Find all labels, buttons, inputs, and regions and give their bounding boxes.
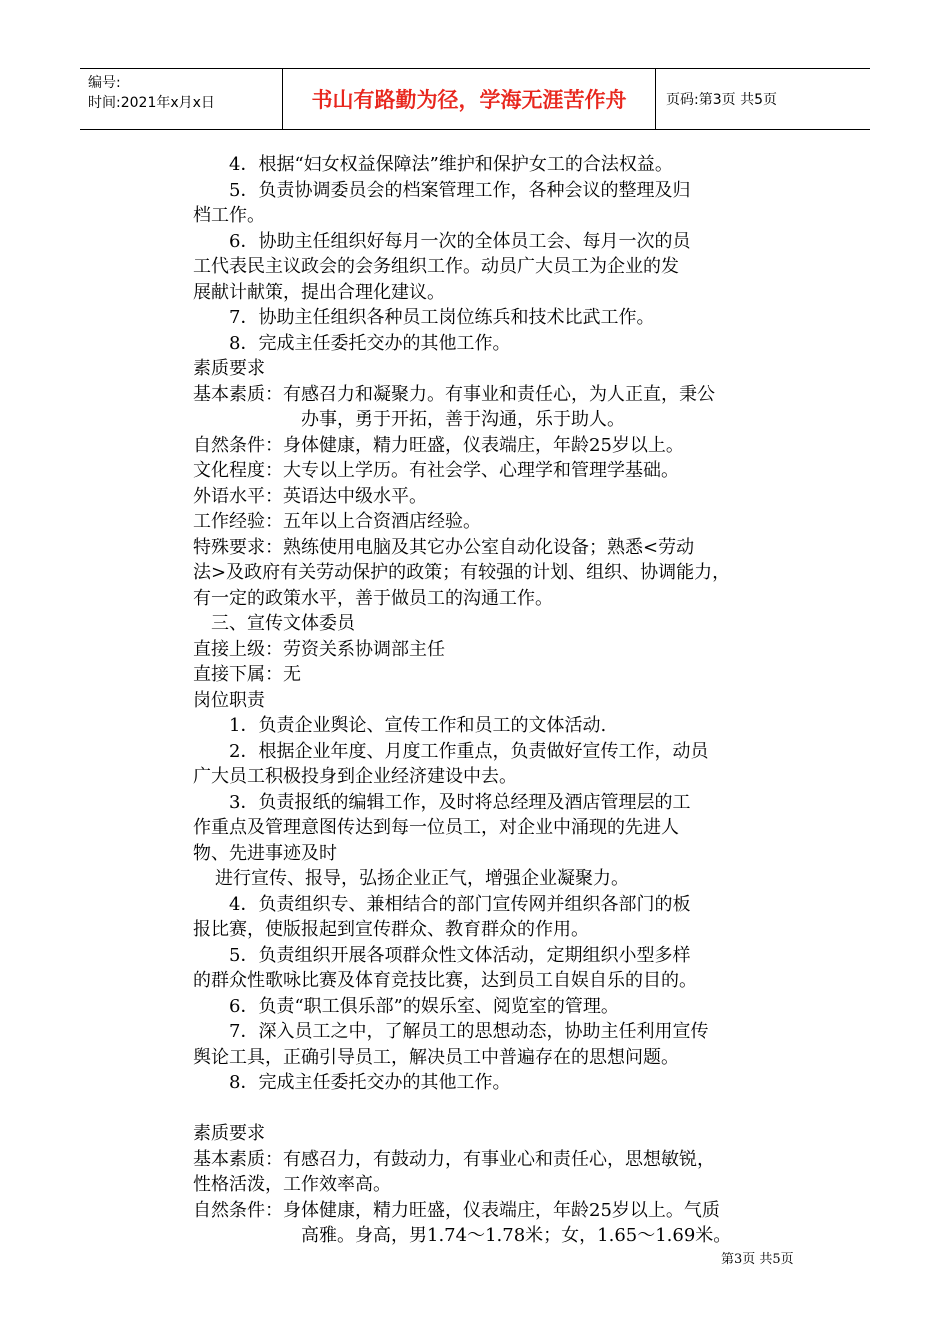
header-motto: 书山有路勤为径，学海无涯苦作舟 [283,69,656,129]
header-page-number: 页码:第3页 共5页 [666,92,777,108]
text-line: 展献计献策，提出合理化建议。 [193,281,445,303]
text-line: 4．负责组织专、兼相结合的部门宣传网并组织各部门的板 [229,893,691,915]
doc-date-label: 时间:2021年x月x日 [88,95,215,111]
section-heading: 三、宣传文体委员 [211,613,355,634]
section-heading: 素质要求 [193,1123,265,1144]
text-line: 工代表民主议政会的会务组织工作。动员广大员工为企业的发 [193,256,679,277]
text-line: 8．完成主任委托交办的其他工作。 [229,332,511,354]
text-line: 5．负责协调委员会的档案管理工作，各种会议的整理及归 [229,179,691,201]
text-line: 基本素质：有感召力，有鼓动力，有事业心和责任心，思想敏锐， [193,1148,715,1170]
text-line: 广大员工积极投身到企业经济建设中去。 [193,766,517,787]
text-line: 自然条件：身体健康，精力旺盛，仪表端庄，年龄25岁以上。 [193,434,684,456]
text-line: 自然条件：身体健康，精力旺盛，仪表端庄，年龄25岁以上。气质 [193,1199,720,1221]
text-line: 1．负责企业舆论、宣传工作和员工的文体活动. [229,715,607,736]
document-body [193,152,815,1249]
text-line: 办事，勇于开拓，善于沟通，乐于助人。 [301,409,625,430]
text-line: 舆论工具，正确引导员工，解决员工中普遍存在的思想问题。 [193,1046,679,1068]
text-line: 特殊要求：熟练使用电脑及其它办公室自动化设备；熟悉<劳动 [193,536,695,558]
text-line: 4．根据“妇女权益保障法”维护和保护女工的合法权益。 [229,154,673,175]
text-line: 进行宣传、报导，弘扬企业正气，增强企业凝聚力。 [215,868,629,889]
text-line: 直接上级：劳资关系协调部主任 [193,638,445,660]
text-line: 报比赛，使版报起到宣传群众、教育群众的作用。 [193,919,589,940]
text-line: 工作经验：五年以上合资酒店经验。 [193,511,481,532]
text-line: 法>及政府有关劳动保护的政策；有较强的计划、组织、协调能力， [193,562,731,583]
page-footer: 第3页 共5页 [721,1252,794,1267]
text-line: 7．协助主任组织各种员工岗位练兵和技术比武工作。 [229,307,655,328]
text-line: 直接下属：无 [193,664,301,685]
text-line: 6．协助主任组织好每月一次的全体员工会、每月一次的员 [229,230,691,252]
text-line: 7．深入员工之中，了解员工的思想动态，协助主任利用宣传 [229,1021,709,1042]
text-line: 3．负责报纸的编辑工作，及时将总经理及酒店管理层的工 [229,791,691,813]
header-meta [80,69,283,129]
text-line: 8．完成主任委托交办的其他工作。 [229,1072,511,1093]
text-line: 2．根据企业年度、月度工作重点，负责做好宣传工作，动员 [229,740,709,762]
text-line: 档工作。 [193,205,265,226]
text-line: 外语水平：英语达中级水平。 [193,485,427,507]
text-line: 作重点及管理意图传达到每一位员工，对企业中涌现的先进人 [193,817,679,838]
doc-number-label: 编号: [88,75,121,91]
text-line: 高雅。身高，男1.74～1.78米；女，1.65～1.69米。 [301,1225,732,1246]
text-line: 基本素质：有感召力和凝聚力。有事业和责任心，为人正直，秉公 [193,383,715,405]
section-heading: 素质要求 [193,358,265,379]
blank-line [193,1096,815,1122]
text-line: 6．负责“职工俱乐部”的娱乐室、阅览室的管理。 [229,995,619,1017]
text-line: 5．负责组织开展各项群众性文体活动，定期组织小型多样 [229,944,691,966]
text-line: 的群众性歌咏比赛及体育竞技比赛，达到员工自娱自乐的目的。 [193,970,697,991]
text-line: 有一定的政策水平，善于做员工的沟通工作。 [193,587,553,609]
section-heading: 岗位职责 [193,689,265,711]
text-line: 文化程度：大专以上学历。有社会学、心理学和管理学基础。 [193,460,679,481]
text-line: 性格活泼，工作效率高。 [193,1174,391,1195]
page-header [80,68,870,130]
text-line: 物、先进事迹及时 [193,842,337,864]
